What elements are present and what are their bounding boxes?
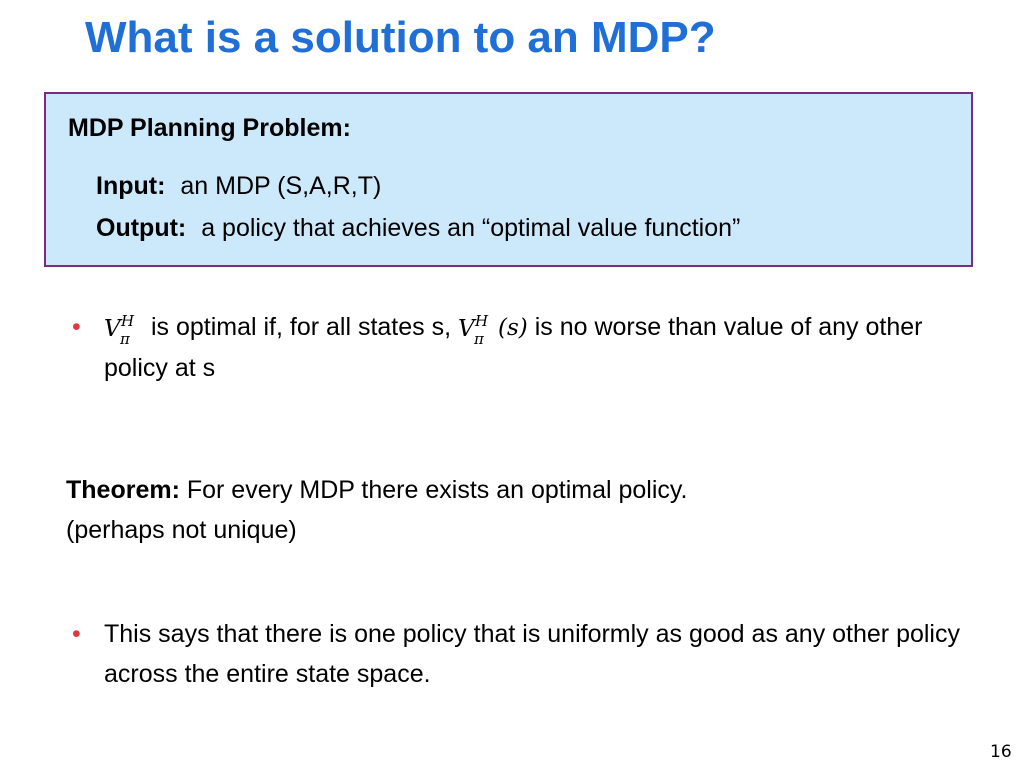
value-function-symbol-at-s: V H π [458,312,489,348]
value-function-symbol: V H π [104,312,135,348]
bullet1-text-a: is optimal if, for all states s, [150,313,452,341]
output-value: a policy that achieves an “optimal value function” [201,214,741,242]
theorem-statement [66,470,966,550]
input-line [96,172,381,201]
input-label: Input: [96,172,166,200]
output-line [96,214,740,243]
theorem-line1: For every MDP there exists an optimal policy. [186,476,688,504]
input-value: an MDP (S,A,R,T) [180,172,382,200]
problem-heading: MDP Planning Problem: [68,114,351,142]
slide-title: What is a solution to an MDP? [85,13,716,62]
bullet-optimal-definition [72,307,972,388]
state-argument: (s) [498,315,528,341]
theorem-line2: (perhaps not unique) [66,516,297,544]
bullet-icon: • [72,313,81,341]
bullet2-text: This says that there is one policy that is uniformly as good as any other policy across the entire state space. [104,620,960,688]
theorem-label: Theorem: [66,476,180,504]
bullet-uniform-policy [72,614,992,694]
mdp-planning-problem-box [44,92,973,267]
page-number: 16 [990,742,1012,762]
bullet1-text-b: is no worse than value of any other policy at s [104,313,923,382]
output-label: Output: [96,214,187,242]
bullet-icon: • [72,620,81,648]
